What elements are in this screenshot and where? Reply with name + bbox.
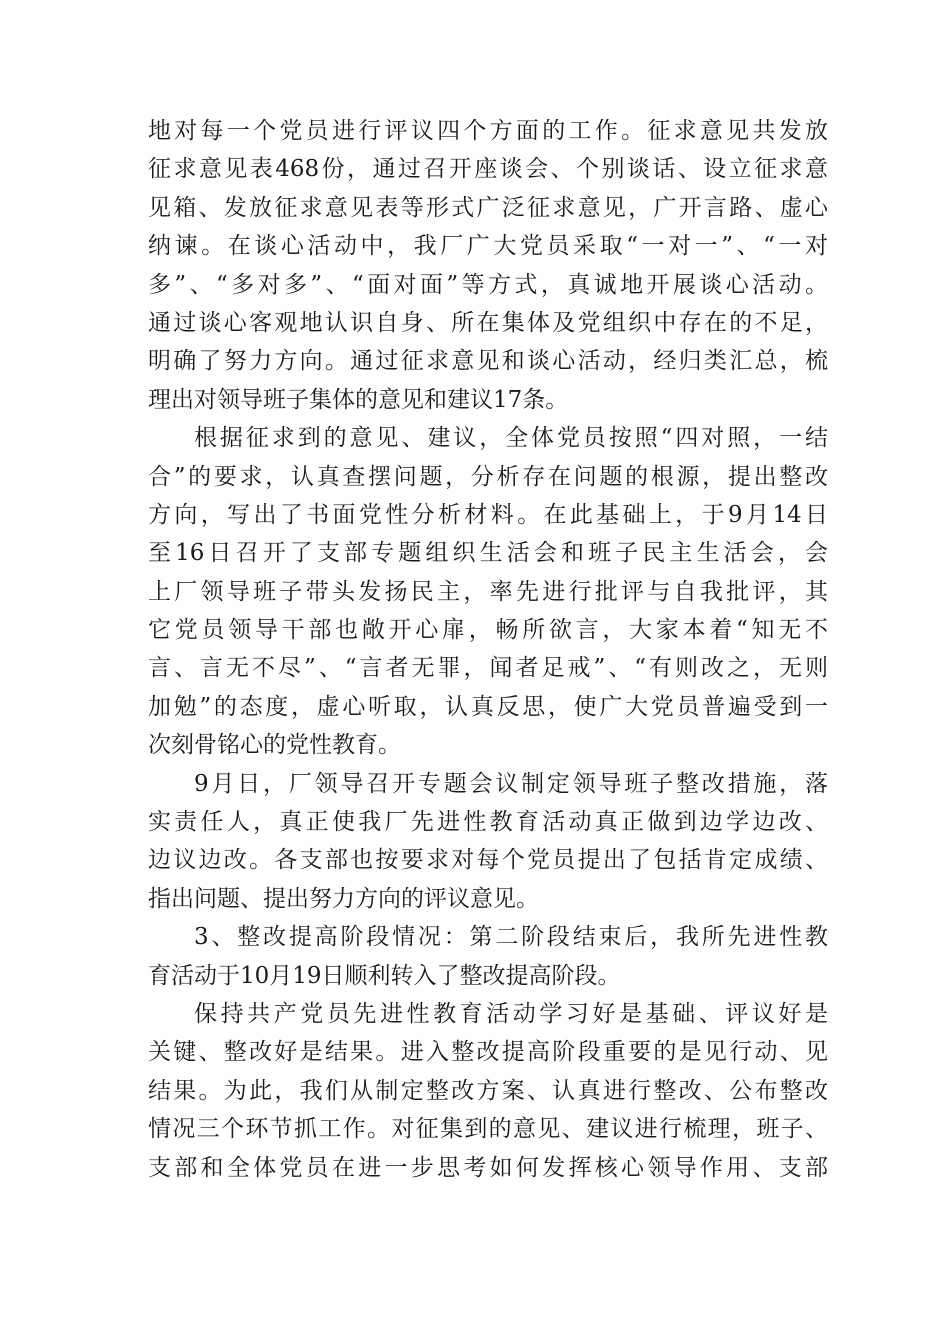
text-line: 多”、“多对多”、“面对面”等方式，真诚地开展谈心活动。 <box>148 271 828 298</box>
text-line: 结果。为此，我们从制定整改方案、认真进行整改、公布整改 <box>148 1077 828 1104</box>
text-line: 次刻骨铭心的党性教育。 <box>148 732 401 759</box>
text-line: 至16日召开了支部专题组织生活会和班子民主生活会，会 <box>148 540 828 567</box>
text-line: 方向，写出了书面党性分析材料。在此基础上，于9月14日 <box>148 501 828 528</box>
text-line: 9月日，厂领导召开专题会议制定领导班子整改措施，落 <box>194 770 828 797</box>
text-line: 合”的要求，认真查摆问题，分析存在问题的根源，提出整改 <box>148 463 828 490</box>
text-line: 明确了努力方向。通过征求意见和谈心活动，经归类汇总，梳 <box>148 348 828 375</box>
text-line: 理出对领导班子集体的意见和建议17条。 <box>148 386 569 413</box>
text-line: 上厂领导班子带头发扬民主，率先进行批评与自我批评，其 <box>148 578 828 605</box>
text-line: 指出问题、提出努力方向的评议意见。 <box>148 885 539 912</box>
text-line: 支部和全体党员在进一步思考如何发挥核心领导作用、支部 <box>148 1154 828 1181</box>
text-line: 征求意见表468份，通过召开座谈会、个别谈话、设立征求意 <box>148 156 828 183</box>
text-line: 地对每一个党员进行评议四个方面的工作。征求意见共发放 <box>148 118 828 144</box>
text-line: 情况三个环节抓工作。对征集到的意见、建议进行梳理，班子、 <box>148 1116 828 1143</box>
text-line: 纳谏。在谈心活动中，我厂广大党员采取“一对一”、“一对 <box>148 233 828 260</box>
text-line: 通过谈心客观地认识自身、所在集体及党组织中存在的不足， <box>148 309 828 336</box>
text-line: 言、言无不尽”、“言者无罪，闻者足戒”、“有则改之，无则 <box>148 655 828 682</box>
text-line: 加勉”的态度，虚心听取，认真反思，使广大党员普遍受到一 <box>148 693 828 720</box>
text-line: 实责任人，真正使我厂先进性教育活动真正做到边学边改、 <box>148 809 828 836</box>
text-line: 保持共产党员先进性教育活动学习好是基础、评议好是 <box>194 1000 828 1027</box>
text-line: 见箱、发放征求意见表等形式广泛征求意见，广开言路、虚心 <box>148 194 828 221</box>
document-body <box>148 112 828 1187</box>
text-line: 根据征求到的意见、建议，全体党员按照“四对照，一结 <box>194 425 828 452</box>
text-line: 它党员领导干部也敞开心扉，畅所欲言，大家本着“知无不 <box>148 617 828 644</box>
text-line: 3、整改提高阶段情况：第二阶段结束后，我所先进性教 <box>194 924 828 951</box>
text-line: 育活动于10月19日顺利转入了整改提高阶段。 <box>148 962 621 989</box>
text-line: 边议边改。各支部也按要求对每个党员提出了包括肯定成绩、 <box>148 847 828 874</box>
text-line: 关键、整改好是结果。进入整改提高阶段重要的是见行动、见 <box>148 1039 828 1066</box>
